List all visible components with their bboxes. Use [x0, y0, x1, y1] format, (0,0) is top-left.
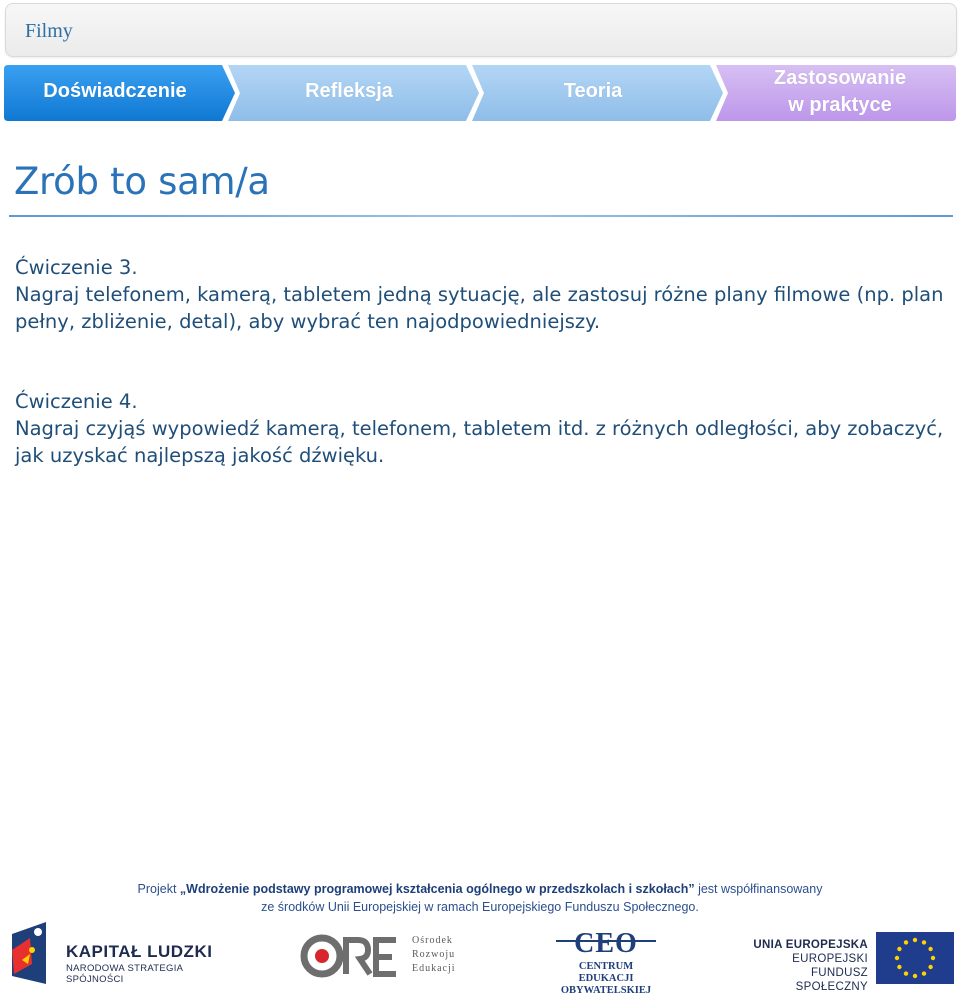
eu-line3: FUNDUSZ SPOŁECZNY [795, 967, 868, 993]
ore-line1: Ośrodek [412, 935, 453, 946]
exercise-3-text: Nagraj telefonem, kamerą, tabletem jedną sytuację, ale zastosuj różne plany filmowe (np. plan pełny, zbliżenie, detal), aby wybrać ten najodpowiedniejszy. [15, 283, 944, 333]
ceo-logo [556, 928, 656, 996]
kapital-ludzki-subtitle: NARODOWA STRATEGIA SPÓJNOŚCI [66, 963, 183, 985]
title-divider [9, 215, 953, 217]
ore-logo [300, 930, 470, 982]
kapital-ludzki-logo [8, 920, 228, 990]
exercise-3 [15, 254, 950, 335]
step-label-zastosowanie-line1: Zastosowanie [773, 67, 907, 89]
exercise-4-heading: Ćwiczenie 4. [15, 390, 138, 413]
step-label-refleksja: Refleksja [305, 80, 393, 102]
project-suffix: jest współfinansowany [694, 882, 823, 896]
step-label-zastosowanie [724, 65, 956, 119]
header-title: Filmy [25, 20, 73, 42]
eu-flag-icon [876, 932, 954, 984]
project-funding-note [120, 880, 840, 916]
exercise-3-heading: Ćwiczenie 3. [15, 256, 138, 279]
exercise-4-text: Nagraj czyjąś wypowiedź kamerą, telefonem, tabletem itd. z różnych odległości, aby zobaczyć, jak uzyskać najlepszą jakość dźwięku. [15, 417, 944, 467]
step-label-teoria: Teoria [563, 80, 623, 102]
eu-logo [740, 930, 954, 993]
project-line2: ze środków Unii Europejskiej w ramach Europejskiego Funduszu Społecznego. [261, 900, 699, 914]
process-stepper [0, 63, 960, 123]
ceo-line1: CENTRUM EDUKACJI [578, 961, 634, 984]
ore-text [412, 934, 456, 976]
eu-text [740, 938, 868, 994]
kapital-ludzki-title: KAPITAŁ LUDZKI [66, 942, 213, 961]
ceo-text [556, 961, 656, 997]
ceo-line2: OBYWATELSKIEJ [560, 985, 652, 996]
exercise-4 [15, 388, 950, 469]
step-label-zastosowanie-line2: w praktyce [788, 94, 892, 116]
ore-mark-icon [300, 932, 400, 980]
project-prefix: Projekt [137, 882, 180, 896]
header-bar [5, 3, 957, 57]
eu-line2: EUROPEJSKI [792, 953, 868, 965]
eu-line1: UNIA EUROPEJSKA [753, 939, 868, 951]
step-label-doswiadczenie: Doświadczenie [43, 80, 187, 102]
ore-line3: Edukacji [412, 963, 456, 974]
project-name: „Wdrożenie podstawy programowej kształcenia ogólnego w przedszkolach i szkołach” [179, 882, 695, 896]
ore-line2: Rozwoju [412, 949, 456, 960]
page-title: Zrób to sam/a [14, 160, 270, 203]
ceo-mark: CEO [574, 928, 638, 959]
kapital-ludzki-emblem-icon [8, 920, 52, 986]
